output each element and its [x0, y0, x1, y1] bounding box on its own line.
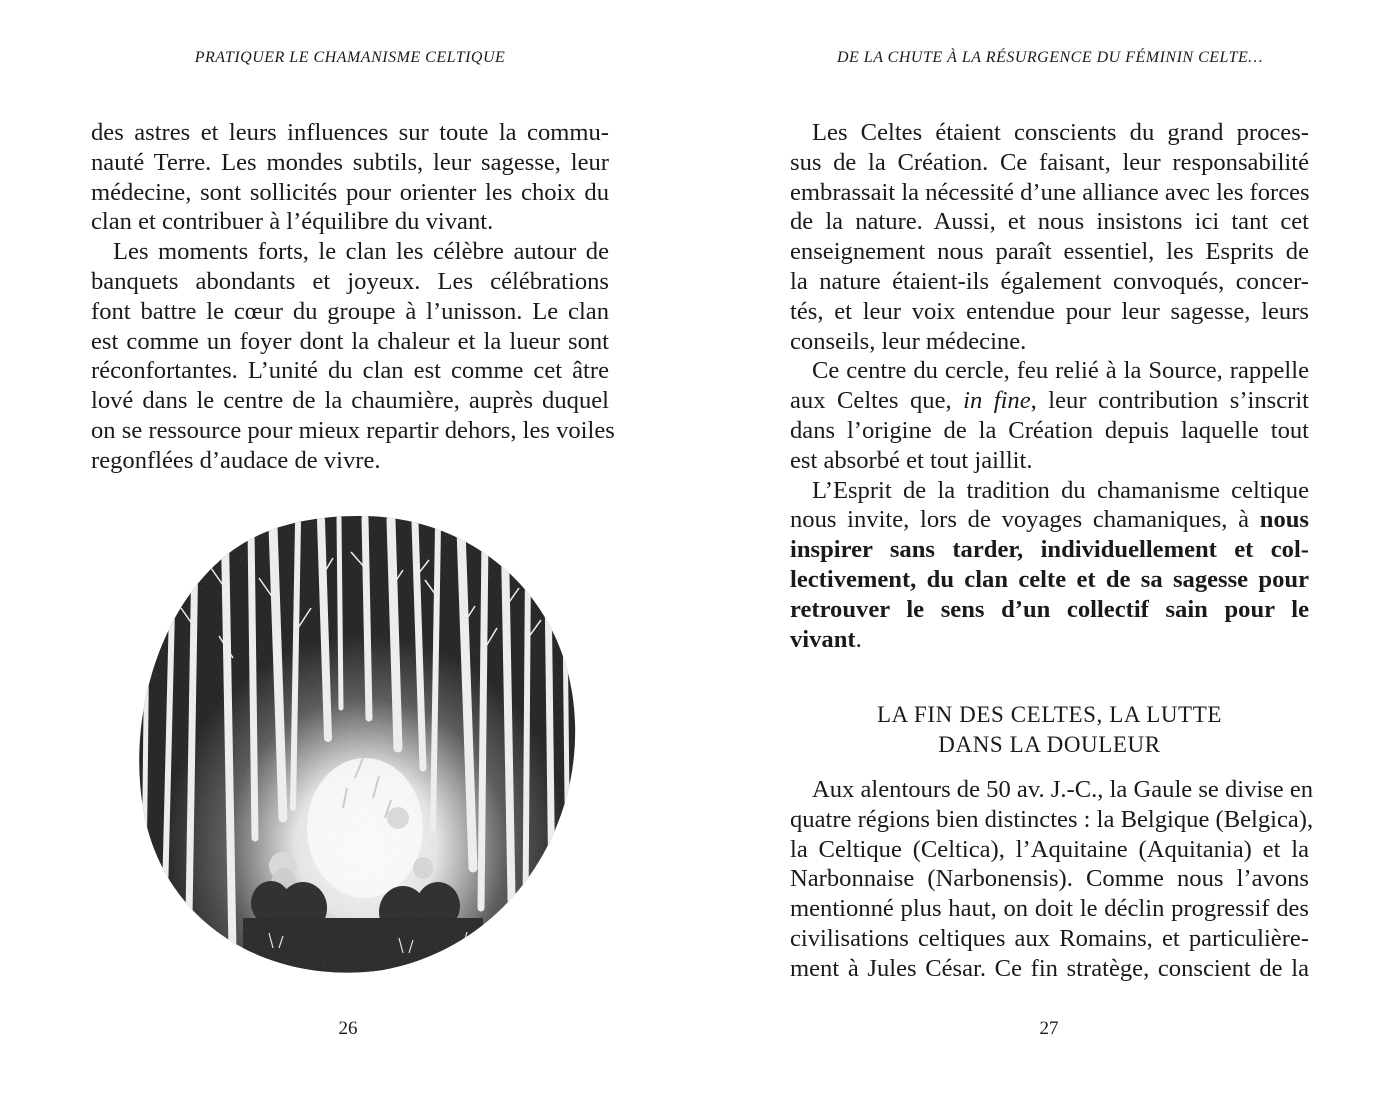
text-line: réconfortantes. L’unité du clan est comme cet âtre	[91, 357, 609, 385]
text-line-with-italic: aux Celtes que, in fine, leur contribution s’inscrit	[790, 387, 1309, 415]
text-line: lové dans le centre de la chaumière, auprès duquel	[91, 387, 609, 415]
text-line: conseils, leur médecine.	[790, 327, 1027, 355]
bold-text-line: lectivement, du clan celte et de sa sagesse pour	[790, 565, 1309, 593]
text-line: on se ressource pour mieux repartir dehors, les voiles	[91, 416, 615, 444]
text-line: quatre régions bien distinctes : la Belgique (Belgica),	[790, 805, 1314, 833]
section-heading	[790, 700, 1309, 760]
page-number-left: 26	[338, 1018, 358, 1039]
text-line: de la nature. Aussi, et nous insistons ici tant cet	[790, 208, 1309, 236]
text-line: clan et contribuer à l’équilibre du vivant.	[91, 208, 494, 236]
bold-phrase: nous	[1259, 506, 1309, 534]
text-line: Les Celtes étaient conscients du grand proces-	[812, 119, 1309, 146]
bold-phrase: vivant	[790, 625, 856, 653]
text-line-with-bold: nous invite, lors de voyages chamaniques, à nous	[790, 506, 1309, 534]
text-line: L’Esprit de la tradition du chamanisme celtique	[812, 476, 1309, 504]
right-body-text	[790, 118, 1309, 654]
italic-phrase: in fine	[963, 387, 1031, 415]
text-line: ment à Jules César. Ce fin stratège, conscient de la	[790, 954, 1309, 982]
text-line: regonflées d’audace de vivre.	[91, 446, 381, 474]
section-heading-line: DANS LA DOULEUR	[938, 732, 1161, 757]
right-page	[700, 0, 1400, 1115]
text-line: enseignement nous paraît essentiel, les Esprits de	[790, 238, 1309, 266]
text-line: civilisations celtiques aux Romains, et particulière-	[790, 924, 1309, 952]
page-number-right: 27	[1039, 1018, 1059, 1039]
text-line: Ce centre du cercle, feu relié à la Source, rappelle	[812, 357, 1309, 385]
text-line: est comme un foyer dont la chaleur et la lueur sont	[91, 327, 609, 355]
text-line: Narbonnaise (Narbonensis). Comme nous l’avons	[790, 865, 1309, 893]
text-line: nauté Terre. Les mondes subtils, leur sagesse, leur	[91, 148, 609, 176]
running-head-left: PRATIQUER LE CHAMANISME CELTIQUE	[194, 49, 506, 66]
left-body-text	[91, 118, 615, 476]
text-line: tés, et leur voix entendue pour leur sagesse, leurs	[790, 297, 1309, 325]
bold-text-line: inspirer sans tarder, individuellement et col-	[790, 536, 1309, 564]
text-line: dans l’origine de la Création depuis laquelle tout	[790, 416, 1309, 444]
text-line: font battre le cœur du groupe à l’unisson. Le clan	[91, 297, 609, 325]
text-line: la nature étaient-ils également convoqués, concer-	[790, 267, 1309, 295]
text-line: Aux alentours de 50 av. J.-C., la Gaule se divise en	[812, 776, 1314, 803]
text-line: est absorbé et tout jaillit.	[790, 446, 1033, 474]
text-line: des astres et leurs influences sur toute la commu-	[91, 119, 609, 146]
text-line: mentionné plus haut, on doit le déclin progressif des	[790, 895, 1309, 923]
right-body-text-continued	[790, 775, 1314, 984]
text-line: la Celtique (Celtica), l’Aquitaine (Aquitania) et la	[790, 835, 1309, 863]
text-line: embrassait la nécessité d’une alliance avec les forces	[790, 178, 1310, 206]
text-line: banquets abondants et joyeux. Les célébrations	[91, 267, 609, 295]
text-line: médecine, sont sollicités pour orienter les choix du	[91, 178, 609, 206]
text-line-with-bold: vivant.	[790, 625, 862, 653]
bold-text-line: retrouver le sens d’un collectif sain pour le	[790, 595, 1309, 623]
section-heading-line: LA FIN DES CELTES, LA LUTTE	[876, 702, 1223, 727]
text-line: Les moments forts, le clan les célèbre autour de	[113, 238, 609, 266]
forest-campfire-illustration	[133, 508, 581, 978]
running-head-right: DE LA CHUTE À LA RÉSURGENCE DU FÉMININ CELTE…	[836, 49, 1264, 66]
text-line: sus de la Création. Ce faisant, leur responsabilité	[790, 148, 1309, 176]
